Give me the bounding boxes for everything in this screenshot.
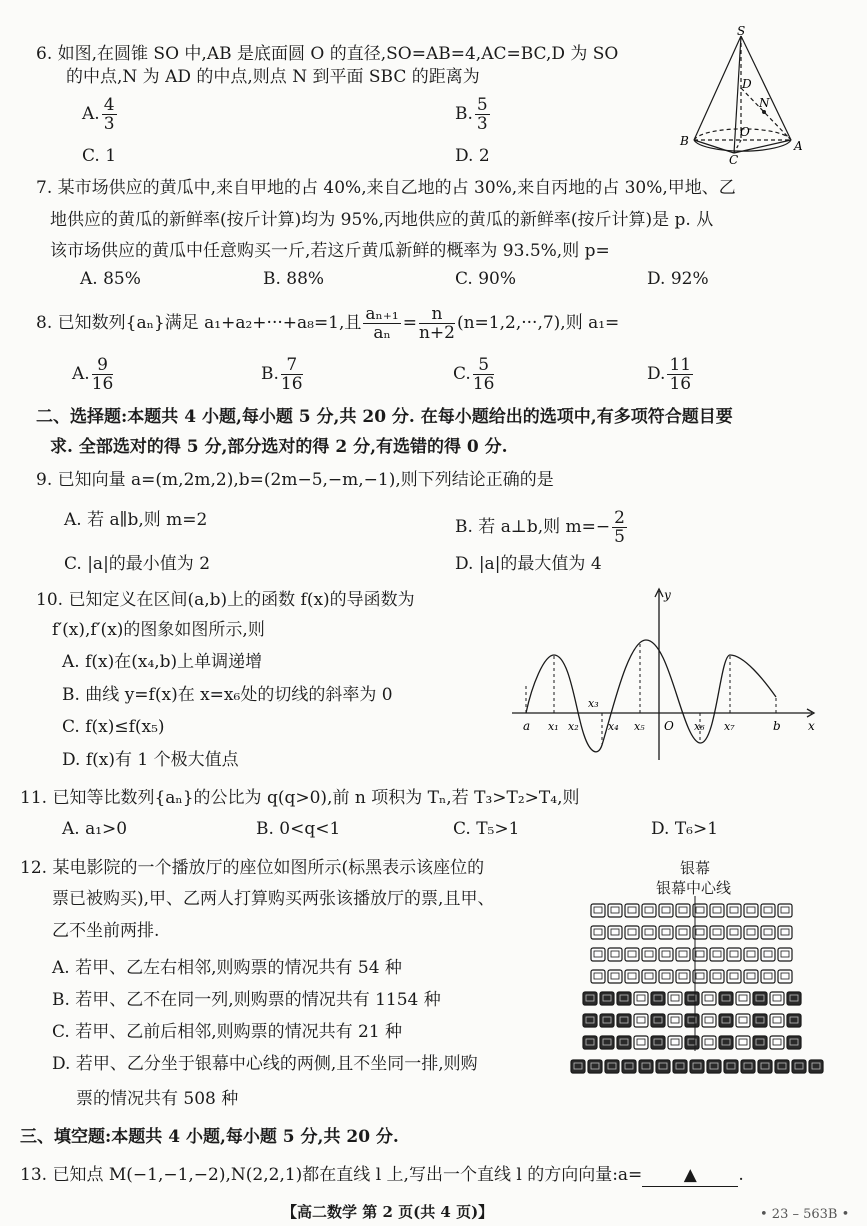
seat [634, 1014, 648, 1027]
seat [758, 1060, 772, 1073]
seat [744, 948, 758, 961]
q8-stem: 8. 已知数列{aₙ}满足 a₁+a₂+···+a₈=1,且 $\frac{\text{aₙ₊₁}}{\text{aₙ}}$ = $\frac{n}{n+2}$ (n=1,2,···,7),则 a₁= [36, 304, 620, 343]
seat [642, 904, 656, 917]
seat [778, 948, 792, 961]
tick-x4: x₄ [608, 720, 619, 733]
blank-triangle-mark: ▲ [683, 1165, 697, 1185]
q11-option-b: B. 0<q<1 [256, 819, 341, 839]
seat [770, 992, 784, 1005]
section3-heading: 三、填空题:本题共 4 小题,每小题 5 分,共 20 分. [20, 1127, 399, 1147]
seat [617, 1014, 631, 1027]
seat [702, 1036, 716, 1049]
seat [727, 904, 741, 917]
seat [588, 1060, 602, 1073]
footer-page-info: 【高二数学 第 2 页(共 4 页)】 [282, 1203, 494, 1221]
seat [778, 904, 792, 917]
seat [668, 1014, 682, 1027]
seat [727, 970, 741, 983]
seat [676, 926, 690, 939]
seat [685, 992, 699, 1005]
label-C: C [729, 153, 739, 164]
seat [761, 904, 775, 917]
seat [571, 1060, 585, 1073]
derivative-graph [512, 585, 822, 765]
seat [744, 904, 758, 917]
seat [753, 1036, 767, 1049]
q12-option-b: B. 若甲、乙不在同一列,则购票的情况共有 1154 种 [52, 990, 441, 1010]
seat [685, 1014, 699, 1027]
seat [676, 970, 690, 983]
q9-stem: 9. 已知向量 a=(m,2m,2),b=(2m−5,−m,−1),则下列结论正确的是 [36, 470, 554, 490]
q11-stem: 11. 已知等比数列{aₙ}的公比为 q(q>0),前 n 项积为 Tₙ,若 T₃>T₂>T₄,则 [20, 788, 580, 808]
q8-option-b: B. $\frac{7}{16}$ [261, 355, 303, 394]
seat [591, 970, 605, 983]
seat [622, 1060, 636, 1073]
q6-stem-line2: 的中点,N 为 AD 的中点,则点 N 到平面 SBC 的距离为 [66, 67, 480, 87]
seat [719, 1036, 733, 1049]
tick-x6: x₆ [694, 720, 705, 733]
tick-x7: x₇ [724, 720, 735, 733]
seat [608, 948, 622, 961]
seat [617, 992, 631, 1005]
q6-stem-line1: 6. 如图,在圆锥 SO 中,AB 是底面圆 O 的直径,SO=AB=4,AC=BC,D 为 SO [36, 44, 619, 64]
q7-option-a: A. 85% [80, 269, 141, 289]
q11-option-a: A. a₁>0 [62, 819, 128, 839]
seat [710, 970, 724, 983]
q12-stem-line3: 乙不坐前两排. [52, 921, 160, 941]
seat [608, 970, 622, 983]
seat [659, 970, 673, 983]
seat [761, 948, 775, 961]
seating-chart [565, 896, 835, 1076]
seat [625, 970, 639, 983]
seat [651, 1014, 665, 1027]
seat [761, 970, 775, 983]
seat [583, 992, 597, 1005]
label-D: D [742, 77, 752, 91]
seat [642, 926, 656, 939]
seat [608, 926, 622, 939]
seat [605, 1060, 619, 1073]
q11-option-c: C. T₅>1 [453, 819, 520, 839]
seat [809, 1060, 823, 1073]
q8-option-c: C. $\frac{5}{16}$ [453, 355, 495, 394]
q6-option-c: C. 1 [82, 146, 117, 166]
seat [736, 992, 750, 1005]
q10-option-a: A. f(x)在(x₄,b)上单调递增 [62, 652, 263, 672]
seat [770, 1036, 784, 1049]
q7-option-d: D. 92% [647, 269, 709, 289]
q9-option-d: D. |a|的最大值为 4 [455, 554, 602, 574]
q8-option-d: D. $\frac{11}{16}$ [647, 355, 692, 394]
seat [707, 1060, 721, 1073]
label-N: N [759, 96, 770, 110]
label-O: O [740, 125, 750, 139]
tick-a: a [523, 719, 531, 733]
tick-b: b [773, 719, 781, 733]
tick-x1: x₁ [548, 720, 559, 733]
seat [702, 992, 716, 1005]
seat [591, 926, 605, 939]
q12-stem-line2: 票已被购买),甲、乙两人打算购买两张该播放厅的票,且甲、 [52, 889, 495, 909]
seat [639, 1060, 653, 1073]
seat [778, 970, 792, 983]
seat [634, 992, 648, 1005]
seat [591, 948, 605, 961]
seat [719, 992, 733, 1005]
seat [642, 970, 656, 983]
seat [727, 926, 741, 939]
seat [761, 926, 775, 939]
seat [583, 1036, 597, 1049]
seat [741, 1060, 755, 1073]
label-A: A [794, 139, 803, 153]
seat [591, 904, 605, 917]
seat [634, 1036, 648, 1049]
q10-stem-line1: 10. 已知定义在区间(a,b)上的函数 f(x)的导函数为 [36, 590, 415, 610]
seat [787, 1036, 801, 1049]
seat [625, 948, 639, 961]
q7-option-b: B. 88% [263, 269, 325, 289]
seat [659, 948, 673, 961]
q12-option-d-line1: D. 若甲、乙分坐于银幕中心线的两侧,且不坐同一排,则购 [52, 1054, 478, 1074]
section2-heading-line1: 二、选择题:本题共 4 小题,每小题 5 分,共 20 分. 在每小题给出的选项中,有多项符合题目要 [36, 407, 733, 427]
seat [724, 1060, 738, 1073]
seat [727, 948, 741, 961]
q7-option-c: C. 90% [455, 269, 516, 289]
screen-center-line-label: 银幕中心线 [656, 879, 732, 897]
seat [710, 926, 724, 939]
seat [719, 1014, 733, 1027]
tick-x2: x₂ [568, 720, 579, 733]
seat [744, 970, 758, 983]
seat [753, 992, 767, 1005]
q12-stem-line1: 12. 某电影院的一个播放厅的座位如图所示(标黑表示该座位的 [20, 858, 485, 878]
q12-option-c: C. 若甲、乙前后相邻,则购票的情况共有 21 种 [52, 1022, 403, 1042]
tick-x3: x₃ [588, 697, 599, 710]
q6-option-a: A. $\frac{4}{3}$ [82, 95, 115, 134]
seat [690, 1060, 704, 1073]
seat [744, 926, 758, 939]
q7-stem-line2: 地供应的黄瓜的新鲜率(按斤计算)均为 95%,丙地供应的黄瓜的新鲜率(按斤计算)是 p. 从 [50, 210, 714, 230]
q6-option-d: D. 2 [455, 146, 490, 166]
seat [702, 1014, 716, 1027]
seat [792, 1060, 806, 1073]
q11-option-d: D. T₆>1 [651, 819, 719, 839]
label-B: B [680, 134, 689, 148]
q7-stem-line1: 7. 某市场供应的黄瓜中,来自甲地的占 40%,来自乙地的占 30%,来自丙地的占 30%,甲地、乙 [36, 178, 736, 198]
seat [583, 1014, 597, 1027]
origin-label: O [664, 719, 674, 733]
q7-stem-line3: 该市场供应的黄瓜中任意购买一斤,若这斤黄瓜新鲜的概率为 93.5%,则 p= [50, 241, 610, 261]
seat [668, 1036, 682, 1049]
seat [778, 926, 792, 939]
label-S: S [737, 24, 746, 38]
q10-option-d: D. f(x)有 1 个极大值点 [62, 750, 239, 770]
seat [617, 1036, 631, 1049]
q10-option-c: C. f(x)≤f(x₅) [62, 717, 165, 737]
seat [600, 1036, 614, 1049]
q8-option-a: A. $\frac{9}{16}$ [72, 355, 114, 394]
seat [608, 904, 622, 917]
section2-heading-line2: 求. 全部选对的得 5 分,部分选对的得 2 分,有选错的得 0 分. [50, 437, 508, 457]
seat [736, 1014, 750, 1027]
footer-code: • 23 – 563B • [760, 1207, 850, 1222]
seat [651, 1036, 665, 1049]
answer-blank [642, 1164, 738, 1187]
q6-option-b: B. $\frac{5}{3}$ [455, 95, 488, 134]
q9-option-a: A. 若 a∥b,则 m=2 [64, 510, 208, 530]
seat [659, 904, 673, 917]
seat [673, 1060, 687, 1073]
q10-option-b: B. 曲线 y=f(x)在 x=x₆处的切线的斜率为 0 [62, 685, 393, 705]
seat [600, 1014, 614, 1027]
seat [710, 904, 724, 917]
q12-option-d-line2: 票的情况共有 508 种 [76, 1089, 239, 1109]
seat [710, 948, 724, 961]
tick-x5: x₅ [634, 720, 645, 733]
seat [685, 1036, 699, 1049]
q9-option-c: C. |a|的最小值为 2 [64, 554, 211, 574]
axis-x-label: x [808, 719, 815, 733]
seat [625, 904, 639, 917]
seat [787, 1014, 801, 1027]
seat [642, 948, 656, 961]
q9-option-b: B. 若 a⊥b,则 m=− $\frac{2}{5}$ [455, 508, 625, 547]
screen-label: 银幕 [680, 859, 711, 877]
seat [753, 1014, 767, 1027]
axis-y-label: y [664, 588, 671, 602]
seat [676, 948, 690, 961]
seat [787, 992, 801, 1005]
seat [770, 1014, 784, 1027]
q10-stem-line2: f′(x),f′(x)的图象如图所示,则 [52, 620, 265, 640]
seat [668, 992, 682, 1005]
seat [736, 1036, 750, 1049]
cone-figure [676, 24, 826, 164]
seat [600, 992, 614, 1005]
seat [651, 992, 665, 1005]
seat [676, 904, 690, 917]
seat [625, 926, 639, 939]
q13-stem: 13. 已知点 M(−1,−1,−2),N(2,2,1)都在直线 l 上,写出一个直线 l 的方向向量:a= ▲ . [20, 1165, 744, 1185]
seat [659, 926, 673, 939]
q12-option-a: A. 若甲、乙左右相邻,则购票的情况共有 54 种 [52, 958, 402, 978]
seat [656, 1060, 670, 1073]
seat [775, 1060, 789, 1073]
